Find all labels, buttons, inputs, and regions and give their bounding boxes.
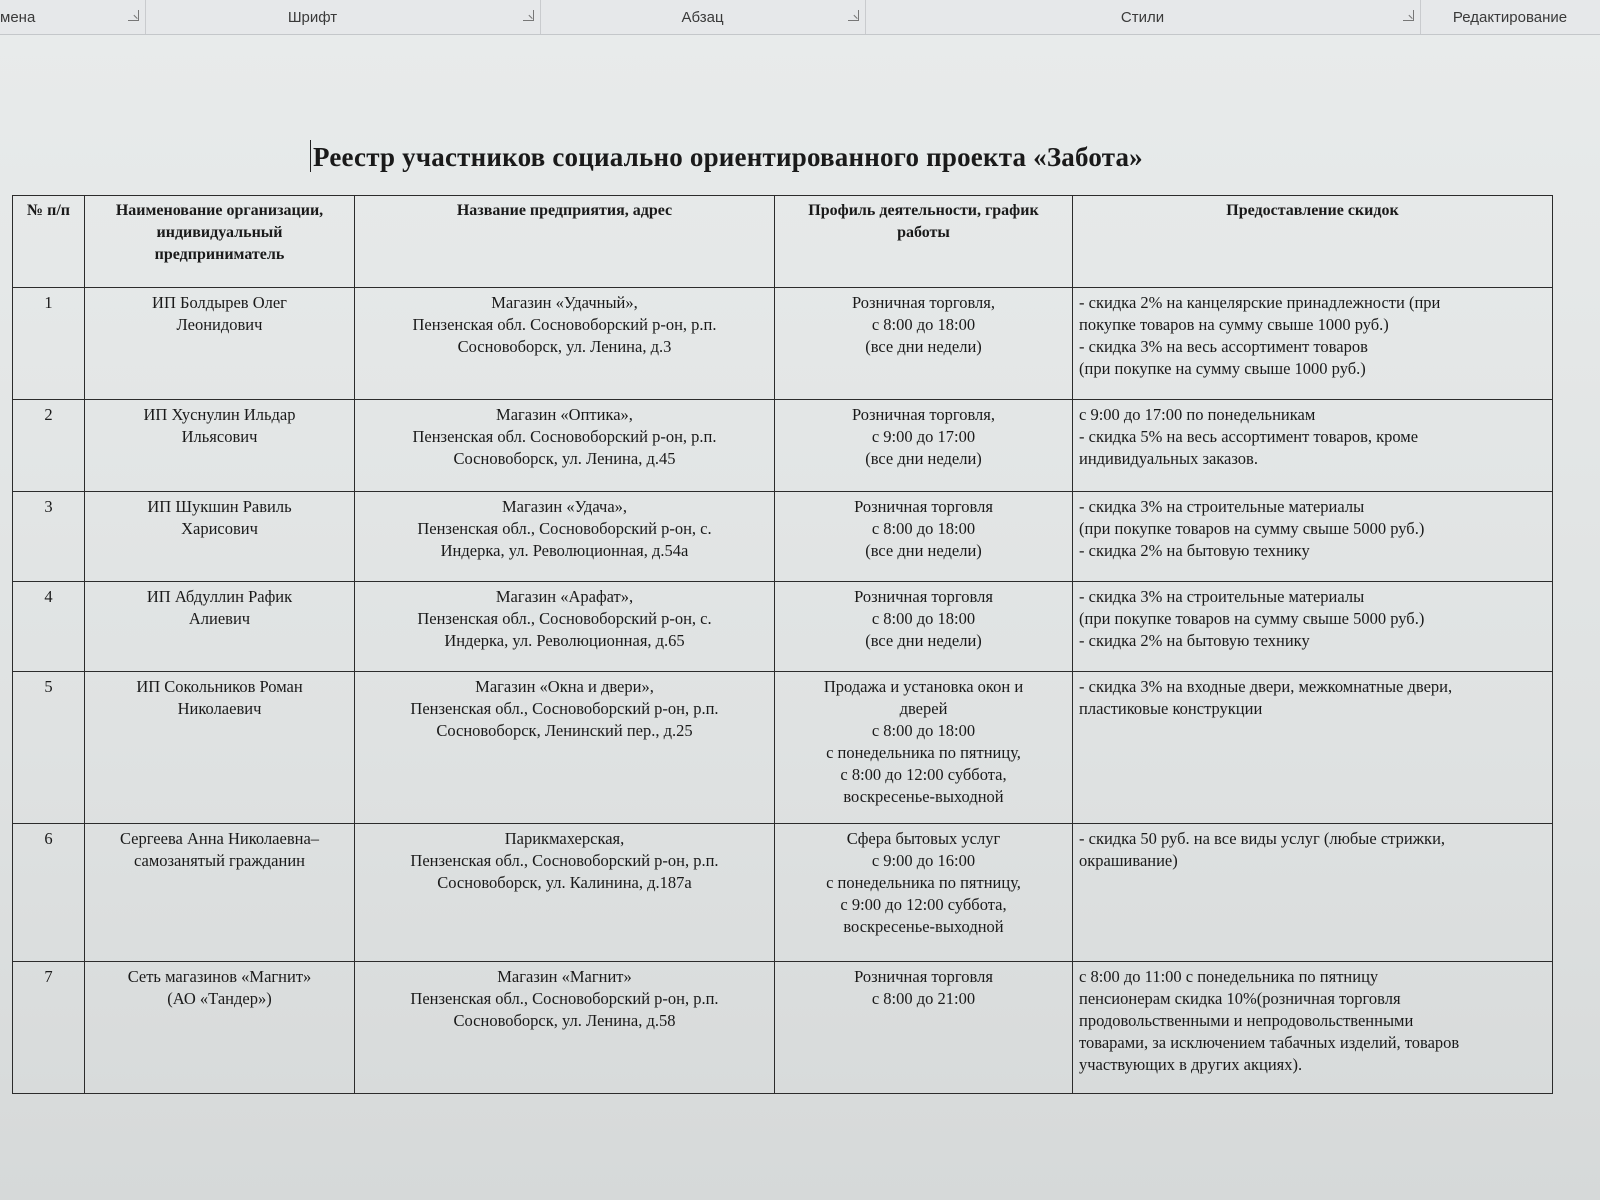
- cell-text-line: Пензенская обл., Сосновоборский р-он, с.: [417, 519, 712, 538]
- discount-cell: [1073, 824, 1553, 962]
- cell-text-line: - скидка 3% на строительные материалы: [1079, 587, 1365, 606]
- table-header-row: [13, 196, 1553, 288]
- cell-text-line: - скидка 3% на входные двери, межкомнатные двери,: [1079, 677, 1453, 696]
- cell-text-line: - скидка 2% на бытовую технику: [1079, 631, 1310, 650]
- ribbon-group-styles[interactable]: [865, 0, 1421, 34]
- ribbon-group-font[interactable]: [145, 0, 541, 34]
- cell-text-line: Леонидович: [176, 315, 263, 334]
- profile-cell: [775, 962, 1073, 1094]
- cell-text-line: Сфера бытовых услуг: [846, 829, 1001, 848]
- cell-text-line: Сергеева Анна Николаевна–: [119, 829, 320, 848]
- cell-text-line: (все дни недели): [865, 337, 982, 356]
- cell-text-line: продовольственными и непродовольственными: [1079, 1011, 1414, 1030]
- cell-text-line: Пензенская обл., Сосновоборский р-он, р.п.: [410, 989, 719, 1008]
- cell-text-line: Парикмахерская,: [504, 829, 625, 848]
- cell-text-line: пластиковые конструкции: [1079, 699, 1263, 718]
- cell-text-line: (при покупке товаров на сумму свыше 5000 руб.): [1079, 519, 1425, 538]
- address-cell: [355, 288, 775, 400]
- cell-text-line: (при покупке на сумму свыше 1000 руб.): [1079, 359, 1366, 378]
- cell-text-line: Магазин «Удача»,: [501, 497, 628, 516]
- row-number-cell: 2: [13, 400, 85, 492]
- table-row: [13, 824, 1553, 962]
- cell-text-line: Сеть магазинов «Магнит»: [127, 967, 312, 986]
- registry-table[interactable]: [12, 195, 1553, 1094]
- cell-text-line: Пензенская обл., Сосновоборский р-он, с.: [417, 609, 712, 628]
- ribbon-group-editing[interactable]: [1420, 0, 1600, 34]
- text-cursor: [310, 140, 311, 172]
- profile-cell: [775, 288, 1073, 400]
- header-num: № п/п: [13, 196, 85, 288]
- cell-text-line: Харисович: [181, 519, 258, 538]
- cell-text-line: Продажа и установка окон и: [823, 677, 1024, 696]
- cell-text-line: Николаевич: [177, 699, 262, 718]
- dialog-launcher-icon[interactable]: [848, 10, 859, 21]
- profile-cell: [775, 582, 1073, 672]
- address-cell: [355, 962, 775, 1094]
- cell-text-line: - скидка 3% на строительные материалы: [1079, 497, 1365, 516]
- cell-text-line: дверей: [899, 699, 948, 718]
- table-row: [13, 582, 1553, 672]
- cell-text-line: с 8:00 до 18:00: [871, 315, 976, 334]
- address-cell: [355, 492, 775, 582]
- row-number-cell: 4: [13, 582, 85, 672]
- table-row: [13, 962, 1553, 1094]
- org-cell: [85, 962, 355, 1094]
- cell-text-line: ИП Хуснулин Ильдар: [143, 405, 296, 424]
- cell-text-line: Розничная торговля: [854, 967, 993, 986]
- cell-text-line: с 9:00 до 12:00 суббота,: [840, 895, 1007, 914]
- cell-text-line: с 8:00 до 18:00: [871, 721, 976, 740]
- ribbon-group-paragraph[interactable]: [540, 0, 866, 34]
- cell-text-line: товарами, за исключением табачных изделий, товаров: [1079, 1033, 1460, 1052]
- profile-cell: [775, 400, 1073, 492]
- cell-text-line: с 8:00 до 21:00: [871, 989, 976, 1008]
- address-cell: [355, 400, 775, 492]
- profile-cell: [775, 492, 1073, 582]
- org-cell: [85, 492, 355, 582]
- cell-text-line: участвующих в других акциях).: [1079, 1055, 1303, 1074]
- ribbon-group-label: Редактирование: [1452, 8, 1568, 26]
- cell-text-line: Розничная торговля,: [852, 405, 995, 424]
- cell-text-line: индивидуальных заказов.: [1079, 449, 1258, 468]
- ribbon-group-label: Шрифт: [287, 8, 338, 26]
- cell-text-line: покупке товаров на сумму свыше 1000 руб.): [1079, 315, 1389, 334]
- ribbon-group-label: Абзац: [681, 8, 724, 26]
- cell-text-line: Пензенская обл., Сосновоборский р-он, р.п.: [410, 699, 719, 718]
- discount-cell: [1073, 962, 1553, 1094]
- cell-text-line: с 8:00 до 18:00: [871, 519, 976, 538]
- cell-text-line: Розничная торговля,: [852, 293, 995, 312]
- cell-text-line: Сосновоборск, Ленинский пер., д.25: [436, 721, 693, 740]
- row-number-cell: 6: [13, 824, 85, 962]
- cell-text-line: с 8:00 до 12:00 суббота,: [840, 765, 1007, 784]
- ribbon-group-label: мена: [0, 8, 36, 26]
- org-cell: [85, 582, 355, 672]
- discount-cell: [1073, 400, 1553, 492]
- org-cell: [85, 288, 355, 400]
- cell-text-line: окрашивание): [1079, 851, 1178, 870]
- row-number-cell: 3: [13, 492, 85, 582]
- discount-cell: [1073, 492, 1553, 582]
- cell-text-line: Магазин «Магнит»: [497, 967, 632, 986]
- row-number-cell: 1: [13, 288, 85, 400]
- cell-text-line: с 9:00 до 17:00: [871, 427, 976, 446]
- cell-text-line: пенсионерам скидка 10%(розничная торговля: [1079, 989, 1401, 1008]
- cell-text-line: Сосновоборск, ул. Калинина, д.187а: [437, 873, 692, 892]
- cell-text-line: Магазин «Окна и двери»,: [475, 677, 654, 696]
- address-cell: [355, 672, 775, 824]
- cell-text-line: самозанятый гражданин: [133, 851, 305, 870]
- org-cell: [85, 824, 355, 962]
- table-row: [13, 672, 1553, 824]
- discount-cell: [1073, 288, 1553, 400]
- cell-text-line: ИП Абдуллин Рафик: [146, 587, 293, 606]
- document-title[interactable]: [310, 140, 1310, 173]
- table-row: [13, 492, 1553, 582]
- cell-text-line: с понедельника по пятницу,: [826, 743, 1021, 762]
- cell-text-line: (все дни недели): [865, 541, 982, 560]
- cell-text-line: с 9:00 до 17:00 по понедельникам: [1079, 405, 1316, 424]
- cell-text-line: с 8:00 до 18:00: [871, 609, 976, 628]
- dialog-launcher-icon[interactable]: [1403, 10, 1414, 21]
- header-profile: Профиль деятельности, график работы: [775, 196, 1073, 288]
- cell-text-line: - скидка 3% на весь ассортимент товаров: [1079, 337, 1368, 356]
- address-cell: [355, 582, 775, 672]
- cell-text-line: Пензенская обл., Сосновоборский р-он, р.п.: [410, 851, 719, 870]
- cell-text-line: Розничная торговля: [854, 497, 993, 516]
- cell-text-line: Сосновоборск, ул. Ленина, д.58: [453, 1011, 676, 1030]
- cell-text-line: Магазин «Удачный»,: [491, 293, 638, 312]
- table-row: [13, 400, 1553, 492]
- header-address: Название предприятия, адрес: [355, 196, 775, 288]
- cell-text-line: Магазин «Арафат»,: [495, 587, 634, 606]
- cell-text-line: Ильясович: [181, 427, 258, 446]
- discount-cell: [1073, 582, 1553, 672]
- cell-text-line: Индерка, ул. Революционная, д.65: [444, 631, 685, 650]
- cell-text-line: (АО «Тандер»): [167, 989, 272, 1008]
- cell-text-line: воскресенье-выходной: [843, 787, 1004, 806]
- address-cell: [355, 824, 775, 962]
- cell-text-line: Сосновоборск, ул. Ленина, д.3: [457, 337, 672, 356]
- discount-cell: [1073, 672, 1553, 824]
- cell-text-line: Индерка, ул. Революционная, д.54а: [440, 541, 689, 560]
- cell-text-line: - скидка 50 руб. на все виды услуг (любые стрижки,: [1079, 829, 1446, 848]
- cell-text-line: Магазин «Оптика»,: [496, 405, 633, 424]
- cell-text-line: ИП Шукшин Равиль: [147, 497, 292, 516]
- org-cell: [85, 400, 355, 492]
- header-discount: Предоставление скидок: [1073, 196, 1553, 288]
- document-title-text: Реестр участников социально ориентированного проекта «Забота»: [313, 142, 1143, 172]
- cell-text-line: с 8:00 до 11:00 с понедельника по пятницу: [1079, 967, 1379, 986]
- cell-text-line: с понедельника по пятницу,: [826, 873, 1021, 892]
- cell-text-line: Розничная торговля: [854, 587, 993, 606]
- profile-cell: [775, 824, 1073, 962]
- dialog-launcher-icon[interactable]: [523, 10, 534, 21]
- cell-text-line: Сосновоборск, ул. Ленина, д.45: [453, 449, 676, 468]
- document-page[interactable]: [0, 35, 1600, 1200]
- table-row: [13, 288, 1553, 400]
- cell-text-line: - скидка 2% на канцелярские принадлежности (при: [1079, 293, 1441, 312]
- cell-text-line: с 9:00 до 16:00: [871, 851, 976, 870]
- table-body: [13, 288, 1553, 1094]
- row-number-cell: 5: [13, 672, 85, 824]
- cell-text-line: - скидка 2% на бытовую технику: [1079, 541, 1310, 560]
- cell-text-line: (при покупке товаров на сумму свыше 5000 руб.): [1079, 609, 1425, 628]
- dialog-launcher-icon[interactable]: [128, 10, 139, 21]
- cell-text-line: - скидка 5% на весь ассортимент товаров, кроме: [1079, 427, 1419, 446]
- header-org: Наименование организации, индивидуальный предприниматель: [85, 196, 355, 288]
- cell-text-line: воскресенье-выходной: [843, 917, 1004, 936]
- ribbon-group-clipboard[interactable]: [0, 0, 146, 34]
- ribbon-group-label: Стили: [1120, 8, 1165, 26]
- cell-text-line: (все дни недели): [865, 631, 982, 650]
- cell-text-line: ИП Сокольников Роман: [136, 677, 303, 696]
- row-number-cell: 7: [13, 962, 85, 1094]
- cell-text-line: (все дни недели): [865, 449, 982, 468]
- cell-text-line: Пензенская обл. Сосновоборский р-он, р.п.: [412, 315, 717, 334]
- ribbon-bar: [0, 0, 1600, 35]
- cell-text-line: Пензенская обл. Сосновоборский р-он, р.п.: [412, 427, 717, 446]
- org-cell: [85, 672, 355, 824]
- profile-cell: [775, 672, 1073, 824]
- cell-text-line: ИП Болдырев Олег: [152, 293, 287, 312]
- cell-text-line: Алиевич: [188, 609, 251, 628]
